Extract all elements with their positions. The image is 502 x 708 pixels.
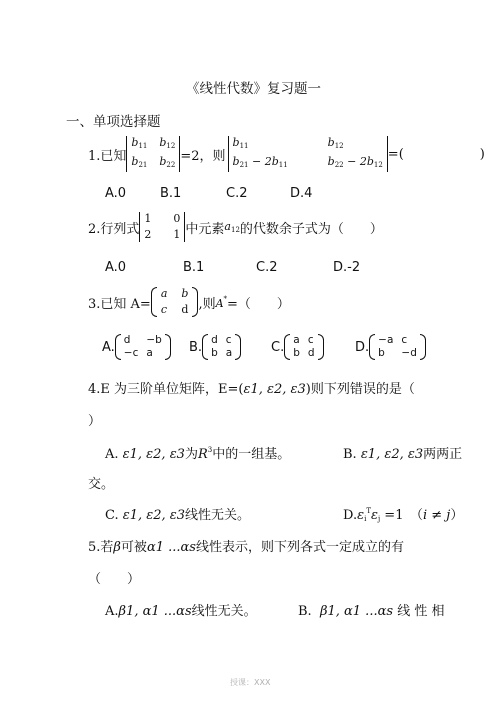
q1-equals-text: =2，则 [180, 148, 226, 164]
question-5-line-1: 5.若β可被α1 ...αs线性表示，则下列各式一定成立的有 [88, 540, 404, 555]
q3-matrix-cell: b [181, 287, 189, 300]
q2-det-cell: 2 [144, 228, 152, 241]
q3-adjugate: A* [215, 294, 228, 310]
question-1 [88, 136, 485, 172]
q1-det2-cell: $b_{12}$ [327, 136, 344, 150]
q1-equals-paren: =( [387, 146, 404, 162]
q1-det1-cell: $b_{21}$ [131, 155, 148, 169]
q3-option-c[interactable]: C. a c b d [271, 334, 324, 360]
q3-option-a[interactable]: A. d −b −c a [102, 334, 171, 360]
q3-matrix-cell: d [181, 303, 189, 316]
q5-option-a[interactable]: A.β1, α1 ...αs线性无关。 [105, 604, 257, 619]
q1-close-paren: ) [479, 146, 485, 162]
q1-det2-cell: $b_{21} - 2b_{11}$ [232, 155, 288, 169]
q5-option-b[interactable]: B. β1, α1 ...αs 线 性 相 [298, 604, 445, 619]
question-3 [88, 287, 290, 317]
q2-suffix: 的代数余子式为（ ） [239, 221, 383, 237]
q3-prefix: 3.已知 A= [88, 296, 151, 312]
q1-determinant-2 [228, 136, 388, 172]
q3-matrix-cell: c [160, 303, 167, 316]
section-heading: 一、单项选择题 [66, 114, 161, 130]
q2-middle: 中元素 [185, 221, 225, 237]
q2-prefix: 2.行列式 [88, 221, 140, 237]
q1-det2-cell: $b_{22} - 2b_{12}$ [327, 155, 383, 169]
q1-det1-cell: $b_{22}$ [159, 155, 176, 169]
q4-option-c[interactable]: C. ε1, ε2, ε3线性无关。 [105, 508, 251, 523]
q2-det-cell: 1 [173, 228, 181, 241]
q2-option-b[interactable]: B.1 [183, 260, 205, 275]
q2-det-cell: 1 [144, 212, 152, 225]
q3-option-b[interactable]: B. d c b a [189, 334, 241, 360]
q1-det1-cell: $b_{11}$ [131, 136, 148, 150]
q1-option-c[interactable]: C.2 [226, 186, 248, 201]
q2-determinant [139, 212, 185, 242]
question-4-line-2: ） [88, 414, 102, 429]
q1-option-b[interactable]: B.1 [160, 186, 182, 201]
question-5-line-2: （ ） [88, 572, 141, 587]
page-footer: 授课：XXX [230, 678, 271, 687]
q3-option-d[interactable]: D. −a c b −d [355, 334, 426, 360]
q2-option-d[interactable]: D.-2 [333, 260, 361, 275]
q1-determinant-1 [126, 136, 180, 172]
q4-option-b-continued: 交。 [88, 477, 115, 492]
q2-element: $a_{12}$ [224, 220, 240, 234]
q4-option-b[interactable]: B. ε1, ε2, ε3两两正 [343, 447, 463, 462]
q3-suffix: =（ ） [227, 296, 290, 312]
q2-option-a[interactable]: A.0 [105, 260, 127, 275]
page-title: 《线性代数》复习题一 [186, 81, 321, 97]
q4-option-a[interactable]: A. ε1, ε2, ε3为$R^3$中的一组基。 [105, 446, 291, 462]
q1-prefix: 1.已知 [88, 148, 127, 164]
q3-middle: ,则 [198, 296, 216, 312]
q4-basis-vectors: ε1, ε2, ε3 [243, 382, 306, 397]
q1-det2-cell: $b_{11}$ [232, 136, 249, 150]
q2-det-cell: 0 [173, 212, 181, 225]
q2-option-c[interactable]: C.2 [256, 260, 278, 275]
question-2 [88, 212, 383, 242]
q3-matrix-cell: a [160, 287, 168, 300]
q1-option-a[interactable]: A.0 [105, 186, 127, 201]
q1-det1-cell: $b_{12}$ [159, 136, 176, 150]
q4-option-d[interactable]: $D.\varepsilon_i^T\varepsilon_j =1$ （i ≠ j） [343, 507, 464, 523]
question-4-line-1: 4.E 为三阶单位矩阵，E=(ε1, ε2, ε3)则下列错误的是（ [88, 382, 415, 397]
q3-matrix [151, 287, 199, 317]
q1-option-d[interactable]: D.4 [290, 186, 313, 201]
